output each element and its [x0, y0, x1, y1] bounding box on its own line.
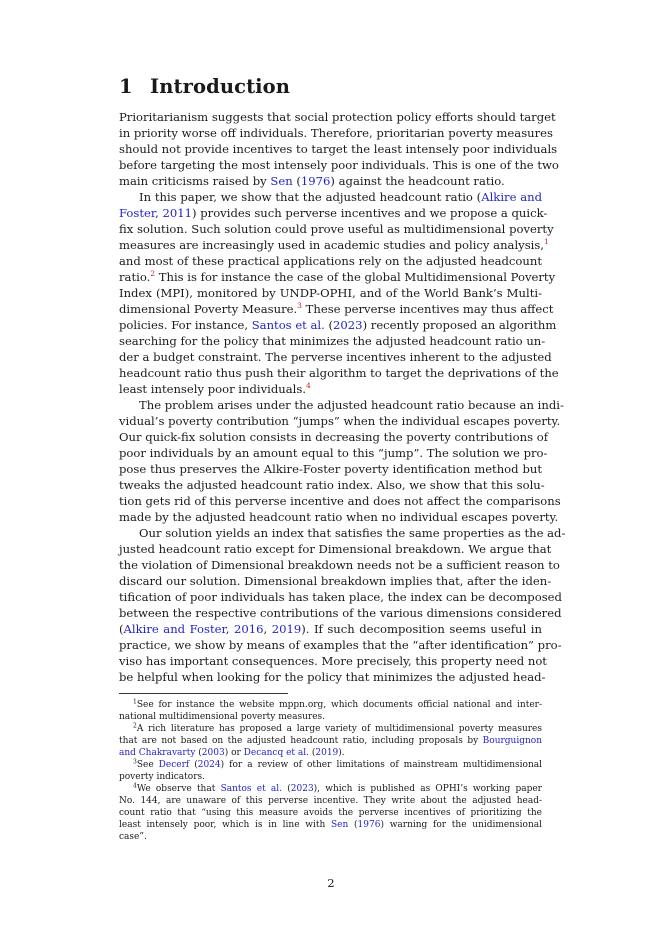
paragraph [119, 397, 564, 525]
text-line: policies. For instance, Santos et al. (2023) recently proposed an algorithm [119, 318, 557, 332]
footnote [119, 759, 542, 783]
citation-link[interactable]: Santos et al. [220, 784, 283, 794]
text-line: the violation of Dimensional breakdown needs not be a sufficient reason to [119, 558, 560, 572]
citation-link[interactable]: 2019 [315, 748, 339, 758]
text-line: dimensional Poverty Measure.$^3$ These perverse incentives may thus affect [119, 301, 554, 316]
text-line: Our quick-fix solution consists in decreasing the poverty contributions of [119, 430, 548, 444]
footnote [119, 723, 542, 759]
citation-link[interactable]: and Chakravarty [119, 748, 196, 758]
text-line: vidual’s poverty contribution “jumps” when the individual escapes poverty. [119, 414, 561, 428]
citation-link[interactable]: Alkire and [481, 190, 543, 204]
footnote-rule [119, 693, 288, 694]
text-line: be helpful when looking for the policy that minimizes the adjusted head- [119, 670, 546, 684]
text-line: pose thus preserves the Alkire-Foster poverty identification method but [119, 462, 542, 476]
footnote-line: $^2$A rich literature has proposed a large variety of multidimensional poverty measures [133, 722, 542, 734]
text-line: Prioritarianism suggests that social protection policy efforts should target [119, 110, 556, 124]
footnote-line: that are not based on the adjusted headcount ratio, including proposals by Bourguignon [119, 736, 542, 746]
text-line: searching for the policy that minimizes the adjusted headcount ratio un- [119, 334, 546, 348]
citation-link[interactable]: 2003 [201, 748, 225, 758]
footnote-number: 3 [133, 758, 137, 766]
text-line: In this paper, we show that the adjusted headcount ratio (Alkire and [139, 190, 543, 204]
text-line: measures are increasingly used in academic studies and policy analysis,$^1$ [119, 237, 549, 252]
text-line: before targeting the most intensely poor individuals. This is one of the two [119, 158, 559, 172]
text-line: ratio.$^2$ This is for instance the case of the global Multidimensional Poverty [119, 269, 556, 284]
footnote-line: No. 144, are unaware of this perverse incentive. They write about the adjusted head- [119, 796, 542, 806]
text-line: tweaks the adjusted headcount ratio index. Also, we show that this solu- [119, 478, 545, 492]
footnote-line: and Chakravarty (2003) or Decancq et al. (2019). [119, 748, 345, 758]
footnote-line: national multidimensional poverty measures. [119, 712, 325, 722]
text-line: tion gets rid of this perverse incentive and does not affect the comparisons [119, 494, 561, 508]
text-line: main criticisms raised by Sen (1976) against the headcount ratio. [119, 174, 505, 188]
citation-link[interactable]: 1976 [357, 820, 381, 830]
text-line: Index (MPI), monitored by UNDP-OPHI, and of the World Bank’s Multi- [119, 286, 542, 300]
text-line: should not provide incentives to target the least intensely poor individuals [119, 142, 558, 156]
footnote-number: 1 [133, 698, 137, 706]
text-line: practice, we show by means of examples that the “after identification” pro- [119, 638, 562, 652]
footnote-marker[interactable]: 4 [306, 381, 311, 390]
text-line: poor individuals by an amount equal to this “jump”. The solution we pro- [119, 446, 548, 460]
citation-link[interactable]: Foster [119, 206, 156, 220]
text-line: (Alkire and Foster, 2016, 2019). If such decomposition seems useful in [119, 622, 542, 636]
footnote-line: least intensely poor, which is in line with Sen (1976) warning for the unidimensional [119, 820, 542, 830]
citation-link[interactable]: Sen [331, 820, 349, 830]
citation-link[interactable]: Santos et al. [251, 318, 325, 332]
footnote-line: poverty indicators. [119, 772, 205, 782]
text-line: and most of these practical applications rely on the adjusted headcount [119, 254, 542, 268]
paragraph [119, 525, 566, 685]
footnote-number: 4 [133, 782, 137, 790]
citation-link[interactable]: Decerf [158, 760, 190, 770]
footnote-marker[interactable]: 2 [150, 269, 156, 278]
footnote-line: case”. [119, 832, 147, 842]
text-line: viso has important consequences. More precisely, this property need not [119, 654, 547, 668]
text-line: Our solution yields an index that satisfies the same properties as the ad- [139, 526, 566, 540]
text-line: The problem arises under the adjusted headcount ratio because an indi- [139, 398, 564, 412]
text-line: justed headcount ratio except for Dimensional breakdown. We argue that [119, 542, 552, 556]
footnote-line: $^3$See Decerf (2024) for a review of other limitations of mainstream multidimensional [133, 758, 542, 770]
footnote-line: $^1$See for instance the website mppn.org, which documents official national and inter- [133, 698, 542, 710]
citation-link[interactable]: 2024 [197, 760, 221, 770]
section-number: 1 [119, 75, 133, 98]
section-heading [119, 75, 290, 98]
citation-link[interactable]: Sen [270, 174, 293, 188]
footnote-number: 2 [133, 722, 137, 730]
citation-link[interactable]: 2023 [333, 318, 363, 332]
paragraph [119, 109, 559, 189]
text-line: discard our solution. Dimensional breakdown implies that, after the iden- [119, 574, 552, 588]
citation-link[interactable]: Decancq et al. [243, 748, 309, 758]
text-line: in priority worse off individuals. Therefore, prioritarian poverty measures [119, 126, 553, 140]
text-line: headcount ratio thus push their algorithm to target the deprivations of the [119, 366, 559, 380]
citation-link[interactable]: 2016 [233, 622, 264, 636]
citation-link[interactable]: 1976 [300, 174, 331, 188]
citation-link[interactable]: Alkire and Foster [123, 622, 226, 636]
footnote-line: $^4$We observe that Santos et al. (2023), which is published as OPHI’s working paper [133, 782, 542, 794]
section-title: Introduction [150, 75, 291, 98]
text-line: fix solution. Such solution could prove useful as multidimensional poverty [119, 222, 554, 236]
text-line: least intensely poor individuals.$^4$ [119, 381, 311, 396]
text-line: tification of poor individuals has taken place, the index can be decomposed [119, 590, 562, 604]
footnote [119, 699, 542, 723]
body-text [119, 109, 566, 685]
paragraph [119, 189, 559, 397]
footnotes [119, 699, 542, 843]
citation-link[interactable]: 2023 [290, 784, 314, 794]
text-line: between the respective contributions of the various dimensions considered [119, 606, 562, 620]
citation-link[interactable]: 2011 [162, 206, 193, 220]
footnote-marker[interactable]: 1 [544, 237, 549, 246]
text-line: der a budget constraint. The perverse incentives inherent to the adjusted [119, 350, 552, 364]
citation-link[interactable]: Bourguignon [482, 736, 542, 746]
footnote-line: count ratio that “using this measure avoids the perverse incentives of prioritizing the [119, 808, 542, 818]
footnote [119, 783, 542, 843]
citation-link[interactable]: 2019 [271, 622, 302, 636]
text-line: made by the adjusted headcount ratio when no individual escapes poverty. [119, 510, 559, 524]
text-line: Foster, 2011) provides such perverse incentives and we propose a quick- [119, 206, 548, 220]
footnote-marker[interactable]: 3 [297, 301, 302, 310]
page-number: 2 [327, 876, 335, 890]
